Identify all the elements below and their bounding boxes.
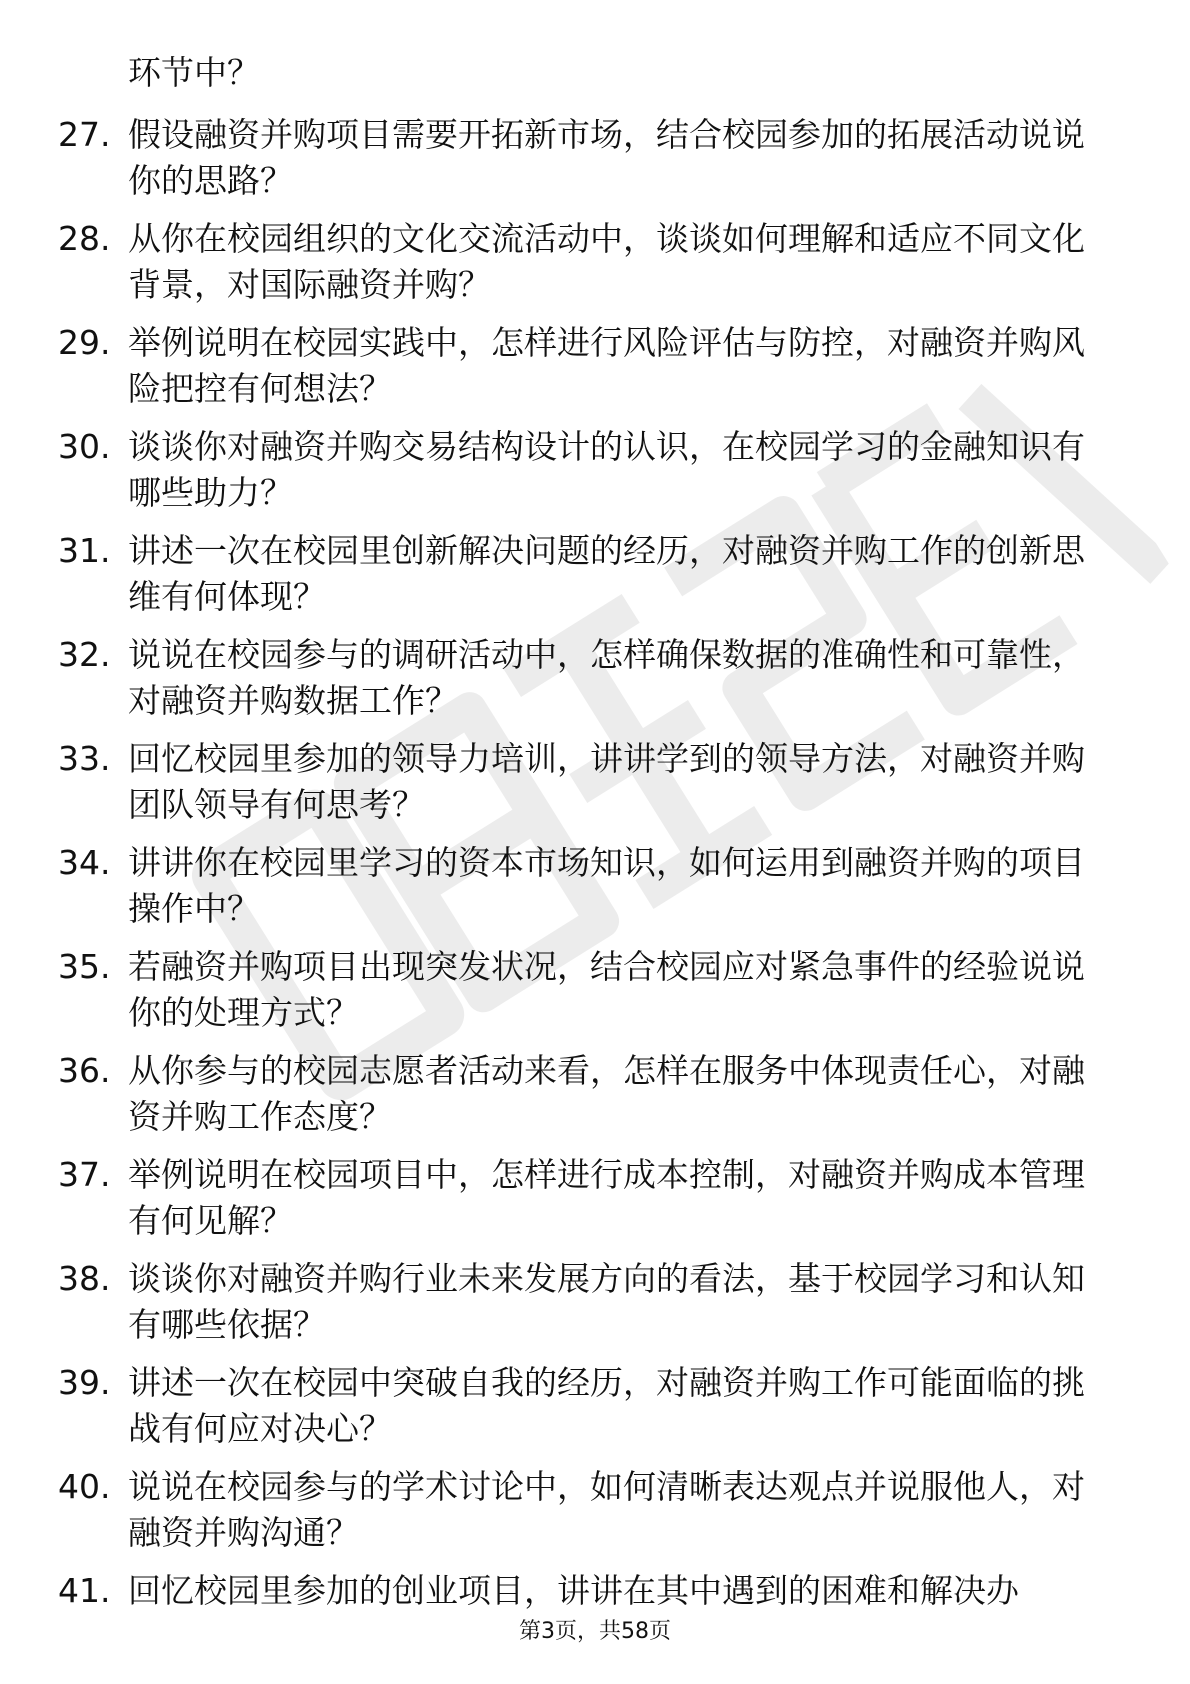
question-number: 29. [58,323,111,362]
question-text: 说说在校园参与的调研活动中，怎样确保数据的准确性和可靠性，对融资并购数据工作？ [128,635,1085,720]
continued-question-text: 环节中？ [128,53,260,92]
question-text: 回忆校园里参加的领导力培训，讲讲学到的领导方法，对融资并购团队领导有何思考？ [128,739,1085,824]
question-text: 谈谈你对融资并购行业未来发展方向的看法，基于校园学习和认知有哪些依据？ [128,1259,1085,1344]
question-text: 讲讲你在校园里学习的资本市场知识，如何运用到融资并购的项目操作中？ [128,843,1085,928]
question-item [0,1256,1190,1360]
question-text: 讲述一次在校园中突破自我的经历，对融资并购工作可能面临的挑战有何应对决心？ [128,1363,1085,1448]
question-text: 讲述一次在校园里创新解决问题的经历，对融资并购工作的创新思维有何体现？ [128,531,1085,616]
question-text: 谈谈你对融资并购交易结构设计的认识，在校园学习的金融知识有哪些助力？ [128,427,1085,512]
question-text: 假设融资并购项目需要开拓新市场，结合校园参加的拓展活动说说你的思路？ [128,115,1085,200]
question-text: 说说在校园参与的学术讨论中，如何清晰表达观点并说服他人，对融资并购沟通？ [128,1467,1085,1552]
question-item [0,840,1190,944]
question-number: 30. [58,427,111,466]
question-number: 33. [58,739,111,778]
question-number: 32. [58,635,111,674]
question-number: 31. [58,531,111,570]
question-text: 举例说明在校园实践中，怎样进行风险评估与防控，对融资并购风险把控有何想法？ [128,323,1085,408]
question-number: 28. [58,219,111,258]
question-number: 40. [58,1467,111,1506]
question-item [0,1152,1190,1256]
question-item [0,632,1190,736]
question-number: 38. [58,1259,111,1298]
question-item [0,944,1190,1048]
question-number: 36. [58,1051,111,1090]
page-number-footer: 第3页，共58页 [519,1619,671,1644]
question-item [0,1048,1190,1152]
question-item [0,216,1190,320]
question-text: 从你参与的校园志愿者活动来看，怎样在服务中体现责任心，对融资并购工作态度？ [128,1051,1085,1136]
question-item [0,112,1190,216]
question-number: 37. [58,1155,111,1194]
question-number: 41. [58,1571,111,1610]
question-item [0,1360,1190,1464]
question-item [0,320,1190,424]
question-item [0,1464,1190,1568]
question-number: 27. [58,115,111,154]
question-text: 若融资并购项目出现突发状况，结合校园应对紧急事件的经验说说你的处理方式？ [128,947,1085,1032]
question-text: 举例说明在校园项目中，怎样进行成本控制，对融资并购成本管理有何见解？ [128,1155,1085,1240]
question-item [0,424,1190,528]
question-number: 35. [58,947,111,986]
question-number: 39. [58,1363,111,1402]
question-text: 回忆校园里参加的创业项目，讲讲在其中遇到的困难和解决办 [128,1571,1019,1610]
question-list [0,112,1190,1672]
question-item [0,736,1190,840]
question-number: 34. [58,843,111,882]
question-item [0,528,1190,632]
question-text: 从你在校园组织的文化交流活动中，谈谈如何理解和适应不同文化背景，对国际融资并购？ [128,219,1085,304]
